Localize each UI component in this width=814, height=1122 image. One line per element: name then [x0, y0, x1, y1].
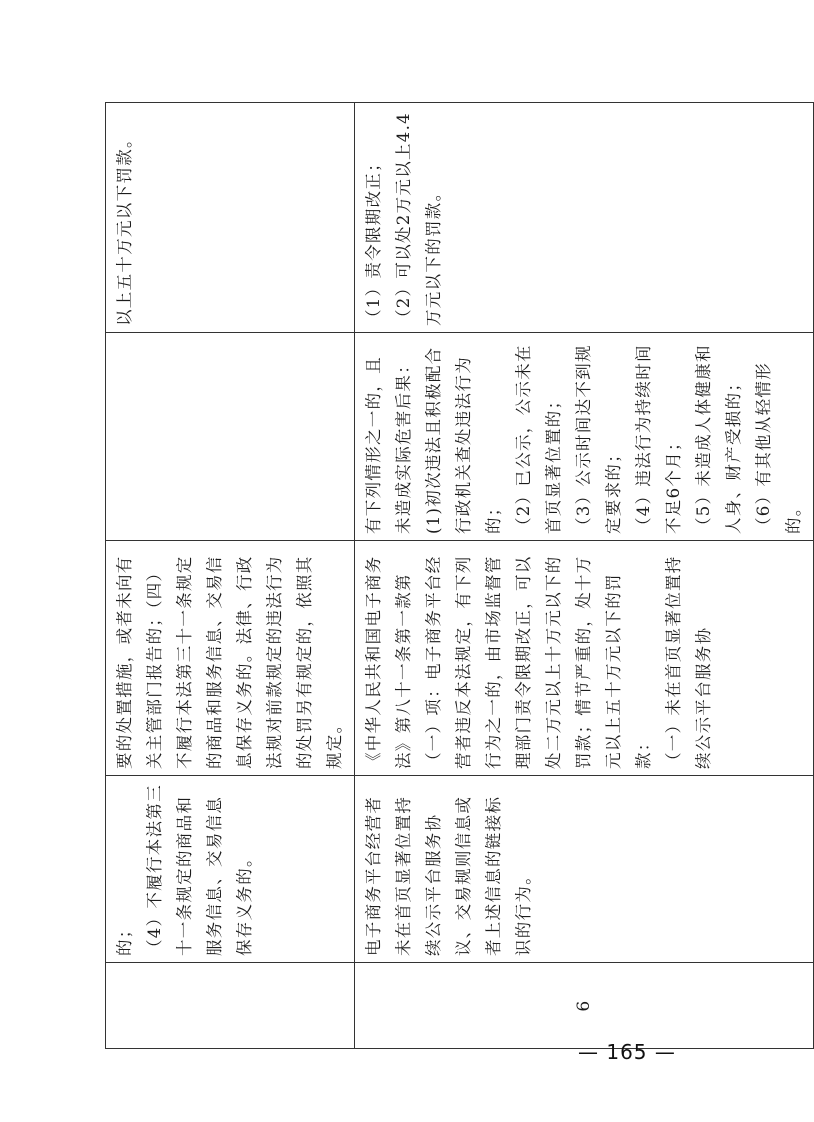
behavior-cell: [355, 776, 814, 963]
circumstance-cell: [106, 333, 355, 541]
circumstance-text: （3）公示时间达不到规定要求的；: [574, 344, 623, 534]
penalty-standard-table: [105, 102, 814, 1049]
circumstance-text: （4）违法行为持续时间不足6个月；: [634, 344, 683, 534]
behavior-text: 电子商务平台经营者未在首页显著位置持续公示平台服务协议、交易规则信息或者上述信息的链接标识的行为。: [364, 795, 533, 956]
table-row: [355, 103, 814, 1049]
row-number-cell: [106, 963, 355, 1049]
penalty-standard-text: （1）责令限期改正；: [364, 154, 383, 326]
behavior-text: （4）不履行本法第三十一条规定的商品和服务信息、交易信息保存义务的。: [145, 784, 254, 956]
behavior-cell: [106, 776, 355, 963]
penalty-standard-text: （2）可以处2万元以上4.4万元以下的罚款。: [394, 112, 443, 326]
penalty-standard-text: 以上五十万元以下罚款。: [115, 130, 134, 326]
row-number-cell: [355, 963, 814, 1049]
penalty-standard-cell: [355, 103, 814, 333]
page-number: — 165 —: [578, 1040, 676, 1064]
behavior-text: 的；: [115, 920, 134, 956]
circumstance-text: 有下列情形之一的，且未造成实际危害后果：: [364, 356, 413, 534]
circumstance-text: (1)初次违法且积极配合行政机关查处违法行为的；: [424, 346, 503, 534]
penalty-standard-cell: [106, 103, 355, 333]
legal-basis-text: （一）未在首页显著位置持续公示平台服务协: [664, 555, 713, 769]
legal-basis-text: 要的处置措施，或者未向有关主管部门报告的；（四）不履行本法第三十一条规定的商品和服务信息、交易信息保存义务的。法律、行政法规对前款规定的违法行为的处罚另有规定的，依照其规定。: [115, 555, 344, 769]
circumstance-text: （6）有其他从轻情形的。: [754, 362, 803, 534]
circumstance-cell: [355, 333, 814, 541]
legal-basis-text: 《中华人民共和国电子商务法》第八十一条第一款第（一）项：电子商务平台经营者违反本法规定，有下列行为之一的，由市场监督管理部门责令限期改正，可以处二万元以上十万元以下的罚款；情节严重的，处十万元以上五十万元以下的罚款：: [364, 555, 653, 769]
circumstance-text: （5）未造成人体健康和人身、财产受损的；: [694, 344, 743, 534]
legal-basis-cell: [355, 541, 814, 776]
circumstance-text: （2）已公示，公示未在首页显著位置的；: [514, 344, 563, 534]
row-number: 6: [574, 999, 594, 1012]
rotated-table-sheet: [105, 103, 803, 1049]
legal-basis-cell: [106, 541, 355, 776]
table-row: [106, 103, 355, 1049]
